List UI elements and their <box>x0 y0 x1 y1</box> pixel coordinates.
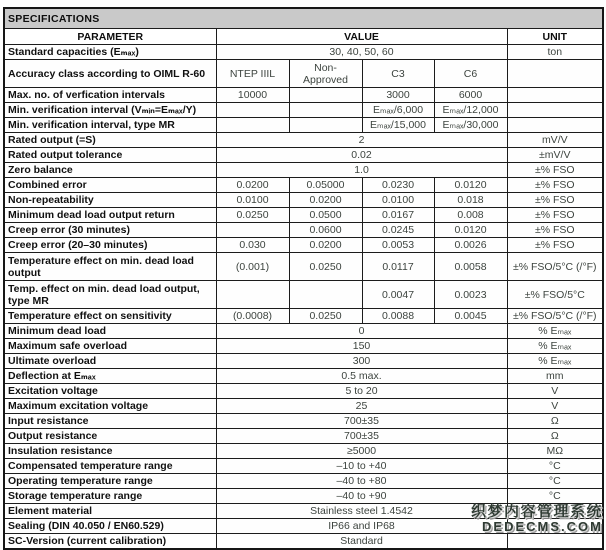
param-cell: Zero balance <box>4 163 216 178</box>
value-cell: Standard <box>216 534 507 550</box>
param-cell: Non-repeatability <box>4 193 216 208</box>
param-cell: Input resistance <box>4 414 216 429</box>
param-cell: Output resistance <box>4 429 216 444</box>
value-cell: 0.0200 <box>289 193 362 208</box>
value-cell: 0.0023 <box>434 281 507 309</box>
unit-cell: ±mV/V <box>507 148 603 163</box>
param-cell: Insulation resistance <box>4 444 216 459</box>
table-row <box>4 148 603 163</box>
unit-cell: °C <box>507 459 603 474</box>
value-cell <box>289 88 362 103</box>
value-cell: 0.5 max. <box>216 369 507 384</box>
value-cell <box>216 223 289 238</box>
table-row <box>4 399 603 414</box>
unit-cell: % Eₘₐₓ <box>507 354 603 369</box>
value-cell: 0.0120 <box>434 223 507 238</box>
value-cell: –10 to +40 <box>216 459 507 474</box>
param-cell: Min. verification interval, type MR <box>4 118 216 133</box>
value-cell: 0 <box>216 324 507 339</box>
table-row <box>4 474 603 489</box>
value-cell: IP66 and IP68 <box>216 519 507 534</box>
unit-cell <box>507 60 603 88</box>
table-row <box>4 88 603 103</box>
specifications-title: SPECIFICATIONS <box>4 8 603 29</box>
param-cell: Minimum dead load <box>4 324 216 339</box>
value-cell: Non-Approved <box>289 60 362 88</box>
col-header-unit: UNIT <box>507 29 603 45</box>
unit-cell: % Eₘₐₓ <box>507 339 603 354</box>
param-cell: Creep error (20–30 minutes) <box>4 238 216 253</box>
unit-cell: Ω <box>507 414 603 429</box>
value-cell: 0.0088 <box>362 309 434 324</box>
param-cell: Temp. effect on min. dead load output, type MR <box>4 281 216 309</box>
value-cell: 0.018 <box>434 193 507 208</box>
param-cell: Max. no. of verfication intervals <box>4 88 216 103</box>
value-cell: 0.030 <box>216 238 289 253</box>
value-cell: 0.0058 <box>434 253 507 281</box>
param-cell: Maximum excitation voltage <box>4 399 216 414</box>
param-cell: Accuracy class according to OIML R-60 <box>4 60 216 88</box>
unit-cell: ±% FSO <box>507 178 603 193</box>
unit-cell: mV/V <box>507 133 603 148</box>
table-row <box>4 324 603 339</box>
unit-cell: ±% FSO <box>507 208 603 223</box>
value-cell: 0.0045 <box>434 309 507 324</box>
value-cell: 1.0 <box>216 163 507 178</box>
table-row <box>4 118 603 133</box>
table-row <box>4 163 603 178</box>
value-cell: 0.0250 <box>289 253 362 281</box>
value-cell: Stainless steel 1.4542 <box>216 504 507 519</box>
value-cell: 0.0117 <box>362 253 434 281</box>
value-cell <box>216 118 289 133</box>
unit-cell: ±% FSO/5°C (/°F) <box>507 253 603 281</box>
value-cell: 0.0167 <box>362 208 434 223</box>
column-header-row <box>4 29 603 45</box>
value-cell: 0.0047 <box>362 281 434 309</box>
value-cell: ≥5000 <box>216 444 507 459</box>
value-cell: 10000 <box>216 88 289 103</box>
value-cell: NTEP IIIL <box>216 60 289 88</box>
param-cell: Temperature effect on min. dead load output <box>4 253 216 281</box>
param-cell: Minimum dead load output return <box>4 208 216 223</box>
unit-cell: MΩ <box>507 444 603 459</box>
value-cell: 700±35 <box>216 429 507 444</box>
value-cell: Eₘₐₓ/12,000 <box>434 103 507 118</box>
param-cell: Maximum safe overload <box>4 339 216 354</box>
value-cell: 3000 <box>362 88 434 103</box>
value-cell: 0.02 <box>216 148 507 163</box>
param-cell: Min. verification interval (Vₘᵢₙ=Eₘₐₓ/Y) <box>4 103 216 118</box>
value-cell: 6000 <box>434 88 507 103</box>
unit-cell: V <box>507 384 603 399</box>
param-cell: Standard capacities (Eₘₐₓ) <box>4 45 216 60</box>
unit-cell: ±% FSO/5°C (/°F) <box>507 309 603 324</box>
col-header-parameter: PARAMETER <box>4 29 216 45</box>
value-cell: –40 to +90 <box>216 489 507 504</box>
unit-cell <box>507 504 603 519</box>
unit-cell <box>507 534 603 550</box>
value-cell <box>216 281 289 309</box>
value-cell: 30, 40, 50, 60 <box>216 45 507 60</box>
value-cell: Eₘₐₓ/6,000 <box>362 103 434 118</box>
col-header-value: VALUE <box>216 29 507 45</box>
unit-cell: ±% FSO <box>507 163 603 178</box>
value-cell: 0.0053 <box>362 238 434 253</box>
unit-cell <box>507 103 603 118</box>
value-cell: 700±35 <box>216 414 507 429</box>
param-cell: Sealing (DIN 40.050 / EN60.529) <box>4 519 216 534</box>
table-row <box>4 414 603 429</box>
unit-cell: ±% FSO <box>507 223 603 238</box>
table-row <box>4 444 603 459</box>
value-cell: 300 <box>216 354 507 369</box>
param-cell: Element material <box>4 504 216 519</box>
value-cell: (0.001) <box>216 253 289 281</box>
param-cell: Compensated temperature range <box>4 459 216 474</box>
value-cell: 0.0026 <box>434 238 507 253</box>
table-row <box>4 459 603 474</box>
value-cell <box>289 118 362 133</box>
table-row <box>4 178 603 193</box>
table-row <box>4 133 603 148</box>
value-cell: –40 to +80 <box>216 474 507 489</box>
value-cell: 0.0245 <box>362 223 434 238</box>
param-cell: Operating temperature range <box>4 474 216 489</box>
unit-cell: °C <box>507 489 603 504</box>
watermark-domain-text: DEDECMS.COM <box>482 519 603 534</box>
param-cell: Rated output tolerance <box>4 148 216 163</box>
unit-cell: mm <box>507 369 603 384</box>
param-cell: Excitation voltage <box>4 384 216 399</box>
unit-cell <box>507 88 603 103</box>
value-cell: 25 <box>216 399 507 414</box>
value-cell: 0.0250 <box>216 208 289 223</box>
value-cell: 0.0250 <box>289 309 362 324</box>
table-row <box>4 45 603 60</box>
param-cell: Temperature effect on sensitivity <box>4 309 216 324</box>
param-cell: Creep error (30 minutes) <box>4 223 216 238</box>
param-cell: Deflection at Eₘₐₓ <box>4 369 216 384</box>
table-row <box>4 384 603 399</box>
title-row <box>4 8 603 29</box>
value-cell: 0.0120 <box>434 178 507 193</box>
unit-cell <box>507 118 603 133</box>
table-row <box>4 60 603 88</box>
table-row <box>4 223 603 238</box>
param-cell: Combined error <box>4 178 216 193</box>
unit-cell: V <box>507 399 603 414</box>
watermark-cn-text: 织梦内容管理系统 <box>470 503 603 520</box>
value-cell: 0.0500 <box>289 208 362 223</box>
unit-cell: ±% FSO <box>507 193 603 208</box>
unit-cell: ton <box>507 45 603 60</box>
unit-cell: ±% FSO/5°C <box>507 281 603 309</box>
value-cell: 0.0200 <box>216 178 289 193</box>
value-cell: 2 <box>216 133 507 148</box>
value-cell <box>216 103 289 118</box>
table-row <box>4 354 603 369</box>
value-cell: 0.05000 <box>289 178 362 193</box>
table-row <box>4 281 603 309</box>
value-cell: 0.0100 <box>216 193 289 208</box>
value-cell: Eₘₐₓ/15,000 <box>362 118 434 133</box>
value-cell: 0.0100 <box>362 193 434 208</box>
value-cell: 0.008 <box>434 208 507 223</box>
value-cell: 0.0600 <box>289 223 362 238</box>
table-row <box>4 339 603 354</box>
table-row <box>4 238 603 253</box>
value-cell <box>289 103 362 118</box>
table-row <box>4 534 603 550</box>
unit-cell: Ω <box>507 429 603 444</box>
table-row <box>4 253 603 281</box>
table-row <box>4 429 603 444</box>
table-row <box>4 103 603 118</box>
value-cell: (0.0008) <box>216 309 289 324</box>
table-row <box>4 309 603 324</box>
value-cell: 5 to 20 <box>216 384 507 399</box>
param-cell: Storage temperature range <box>4 489 216 504</box>
specifications-table <box>3 7 604 550</box>
spec-rows <box>4 8 603 549</box>
table-row <box>4 519 603 534</box>
table-row <box>4 489 603 504</box>
unit-cell: °C <box>507 474 603 489</box>
table-row <box>4 208 603 223</box>
unit-cell: ±% FSO <box>507 238 603 253</box>
table-row <box>4 504 603 519</box>
unit-cell: % Eₘₐₓ <box>507 324 603 339</box>
table-row <box>4 369 603 384</box>
value-cell: 150 <box>216 339 507 354</box>
value-cell: C6 <box>434 60 507 88</box>
param-cell: Ultimate overload <box>4 354 216 369</box>
param-cell: Rated output (=S) <box>4 133 216 148</box>
param-cell: SC-Version (current calibration) <box>4 534 216 550</box>
value-cell: 0.0200 <box>289 238 362 253</box>
value-cell: 0.0230 <box>362 178 434 193</box>
value-cell <box>289 281 362 309</box>
value-cell: Eₘₐₓ/30,000 <box>434 118 507 133</box>
value-cell: C3 <box>362 60 434 88</box>
table-row <box>4 193 603 208</box>
unit-cell <box>507 519 603 534</box>
